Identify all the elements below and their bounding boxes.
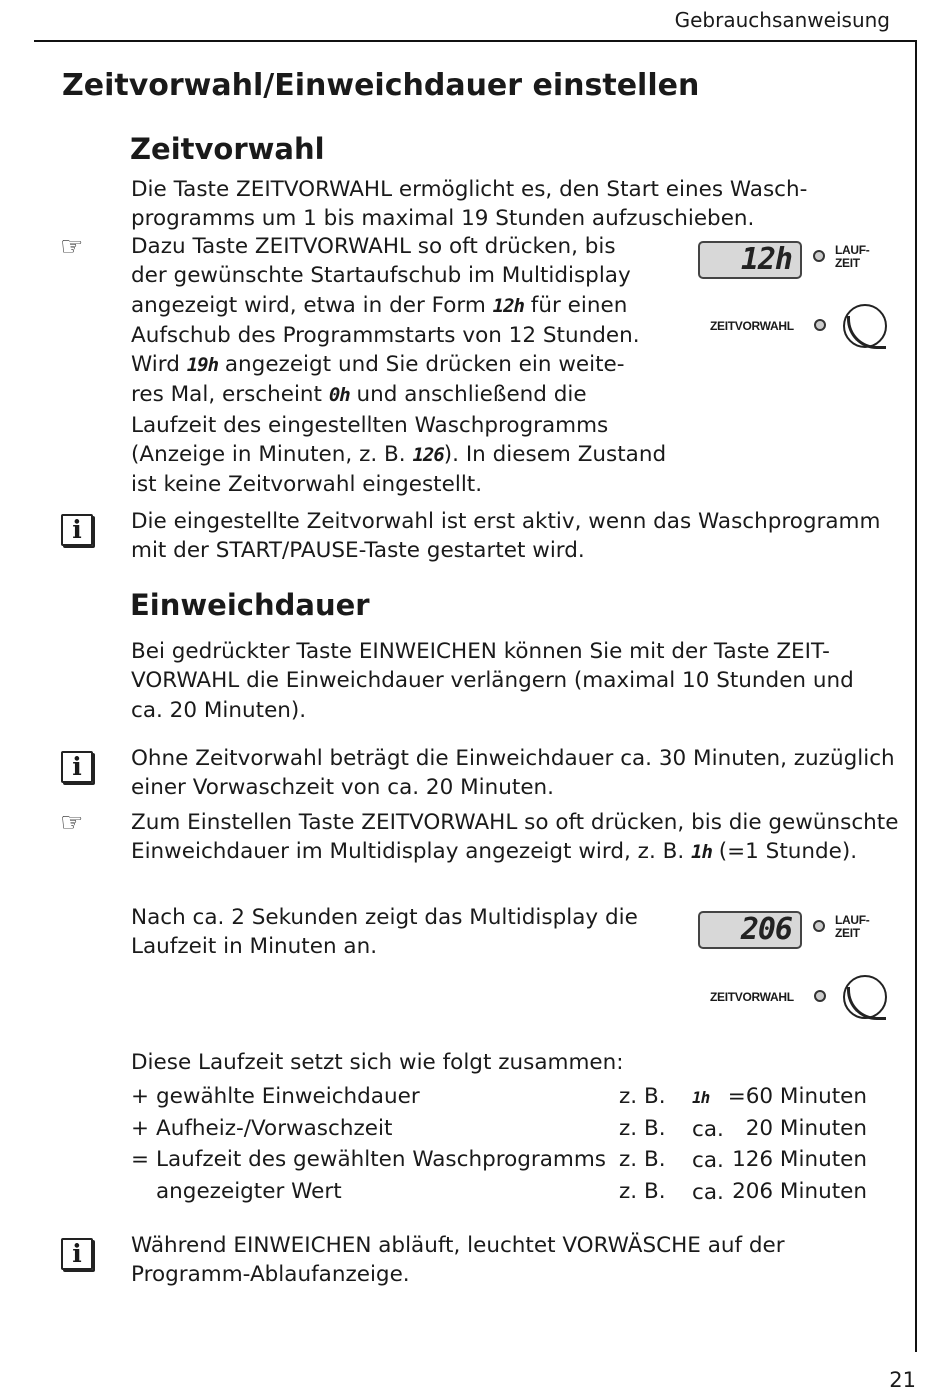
- inline-display-19h: 19h: [186, 354, 219, 377]
- einweichen-info-note: Während EINWEICHEN abläuft, leuchtet VORWÄSCHE auf der Programm-Ablaufanzeige.: [131, 1233, 785, 1288]
- calc-value: 206 Minuten: [732, 1178, 867, 1204]
- section-title-einweichdauer: Einweichdauer: [130, 588, 370, 622]
- calc-op: +: [131, 1084, 150, 1109]
- calc-label: angezeigter Wert: [156, 1178, 342, 1204]
- einweichdauer-step-text: Zum Einstellen Taste ZEITVORWAHL so oft drücken, bis die gewünschte Einweichdauer im Multidisplay angezeigt wird, z. B. 1h (=1 Stunde).: [131, 810, 899, 865]
- calc-label: Aufheiz-/Vorwaschzeit: [156, 1115, 393, 1141]
- right-margin-rule: [915, 40, 917, 1352]
- info-icon: i: [61, 1238, 93, 1270]
- calc-value: 20 Minuten: [745, 1115, 867, 1141]
- calc-ca: ca.: [692, 1179, 724, 1205]
- calc-label: Laufzeit des gewählten Waschprogramms: [156, 1147, 606, 1173]
- header-rule: [34, 40, 917, 42]
- calc-op: +: [131, 1115, 150, 1141]
- calc-zb: z. B.: [619, 1084, 666, 1109]
- section-title-zeitvorwahl: Zeitvorwahl: [130, 132, 325, 166]
- running-header: Gebrauchsanweisung: [674, 8, 890, 32]
- inline-display-12h: 12h: [492, 294, 524, 317]
- calc-operator-column: [131, 1081, 149, 1176]
- laufzeit-label: LAUF- ZEIT: [835, 243, 870, 270]
- zeitvorwahl-label: ZEITVORWAHL: [710, 990, 794, 1004]
- hand-pointer-icon: ☞: [60, 808, 84, 838]
- zeitvorwahl-button-icon: [843, 975, 887, 1019]
- calc-label-column: [156, 1081, 606, 1207]
- inline-display-1h: 1h: [692, 1088, 710, 1107]
- zeitvorwahl-intro: Die Taste ZEITVORWAHL ermöglicht es, den Start eines Wasch- programms um 1 bis maximal 19 Stunden aufzuschieben.: [131, 177, 808, 232]
- inline-display-0h: 0h: [328, 384, 350, 407]
- calc-zb: z. B.: [619, 1115, 666, 1141]
- einweichdauer-intro: Bei gedrückter Taste EINWEICHEN können Sie mit der Taste ZEIT- VORWAHL die Einweichdauer verlängern (maximal 10 Stunden und ca. 20 Minuten).: [131, 639, 854, 723]
- laufzeit-led: [813, 920, 825, 932]
- calc-ca: ca.: [692, 1116, 724, 1142]
- zeitvorwahl-info-note: Die eingestellte Zeitvorwahl ist erst aktiv, wenn das Waschprogramm mit der START/PAUSE-Taste gestartet wird.: [131, 509, 881, 564]
- einweichdauer-info-note: Ohne Zeitvorwahl beträgt die Einweichdauer ca. 30 Minuten, zuzüglich einer Vorwaschzeit von ca. 20 Minuten.: [131, 746, 895, 801]
- calc-value: 126 Minuten: [732, 1147, 867, 1173]
- calc-value-column: [728, 1081, 867, 1207]
- zeitvorwahl-button-icon: [843, 304, 887, 348]
- zeitvorwahl-led: [814, 990, 826, 1002]
- page-number: 21: [889, 1368, 916, 1392]
- calc-ca-column: [692, 1081, 724, 1208]
- calc-zb: z. B.: [619, 1178, 666, 1204]
- page-title: Zeitvorwahl/Einweichdauer einstellen: [62, 68, 700, 103]
- zeitvorwahl-label: ZEITVORWAHL: [710, 319, 794, 333]
- hand-pointer-icon: ☞: [60, 232, 84, 262]
- calc-label: gewählte Einweichdauer: [156, 1084, 420, 1109]
- info-icon: i: [61, 751, 93, 783]
- calc-value: =60 Minuten: [727, 1084, 867, 1109]
- calc-intro: Diese Laufzeit setzt sich wie folgt zusammen:: [131, 1050, 624, 1075]
- multidisplay-12h: 12h: [698, 241, 802, 279]
- zeitvorwahl-step-text: Dazu Taste ZEITVORWAHL so oft drücken, bis der gewünschte Startaufschub im Multidisplay angezeigt wird, etwa in der Form 12h für einen Aufschub des Programmstarts von 12 Stunden. Wird 19h angezeigt und Sie drücken ein weite- res Mal, erscheint 0h und anschließend die Laufzeit des eingestellten Waschprogramms (Anzeige in Minuten, z. B. 126). In diesem Zustand ist keine Zeitvorwahl eingestellt.: [131, 234, 667, 498]
- calc-op: =: [131, 1147, 150, 1173]
- calc-zb-column: [619, 1081, 666, 1207]
- info-icon: i: [61, 514, 93, 546]
- einweichdauer-after-text: Nach ca. 2 Sekunden zeigt das Multidisplay die Laufzeit in Minuten an.: [131, 905, 638, 960]
- inline-display-126: 126: [412, 444, 444, 467]
- multidisplay-206: 206: [698, 911, 802, 949]
- laufzeit-label: LAUF- ZEIT: [835, 913, 870, 940]
- laufzeit-led: [813, 250, 825, 262]
- inline-display-1h: 1h: [691, 841, 712, 864]
- calc-zb: z. B.: [619, 1147, 666, 1173]
- calc-ca: ca.: [692, 1148, 724, 1174]
- zeitvorwahl-led: [814, 319, 826, 331]
